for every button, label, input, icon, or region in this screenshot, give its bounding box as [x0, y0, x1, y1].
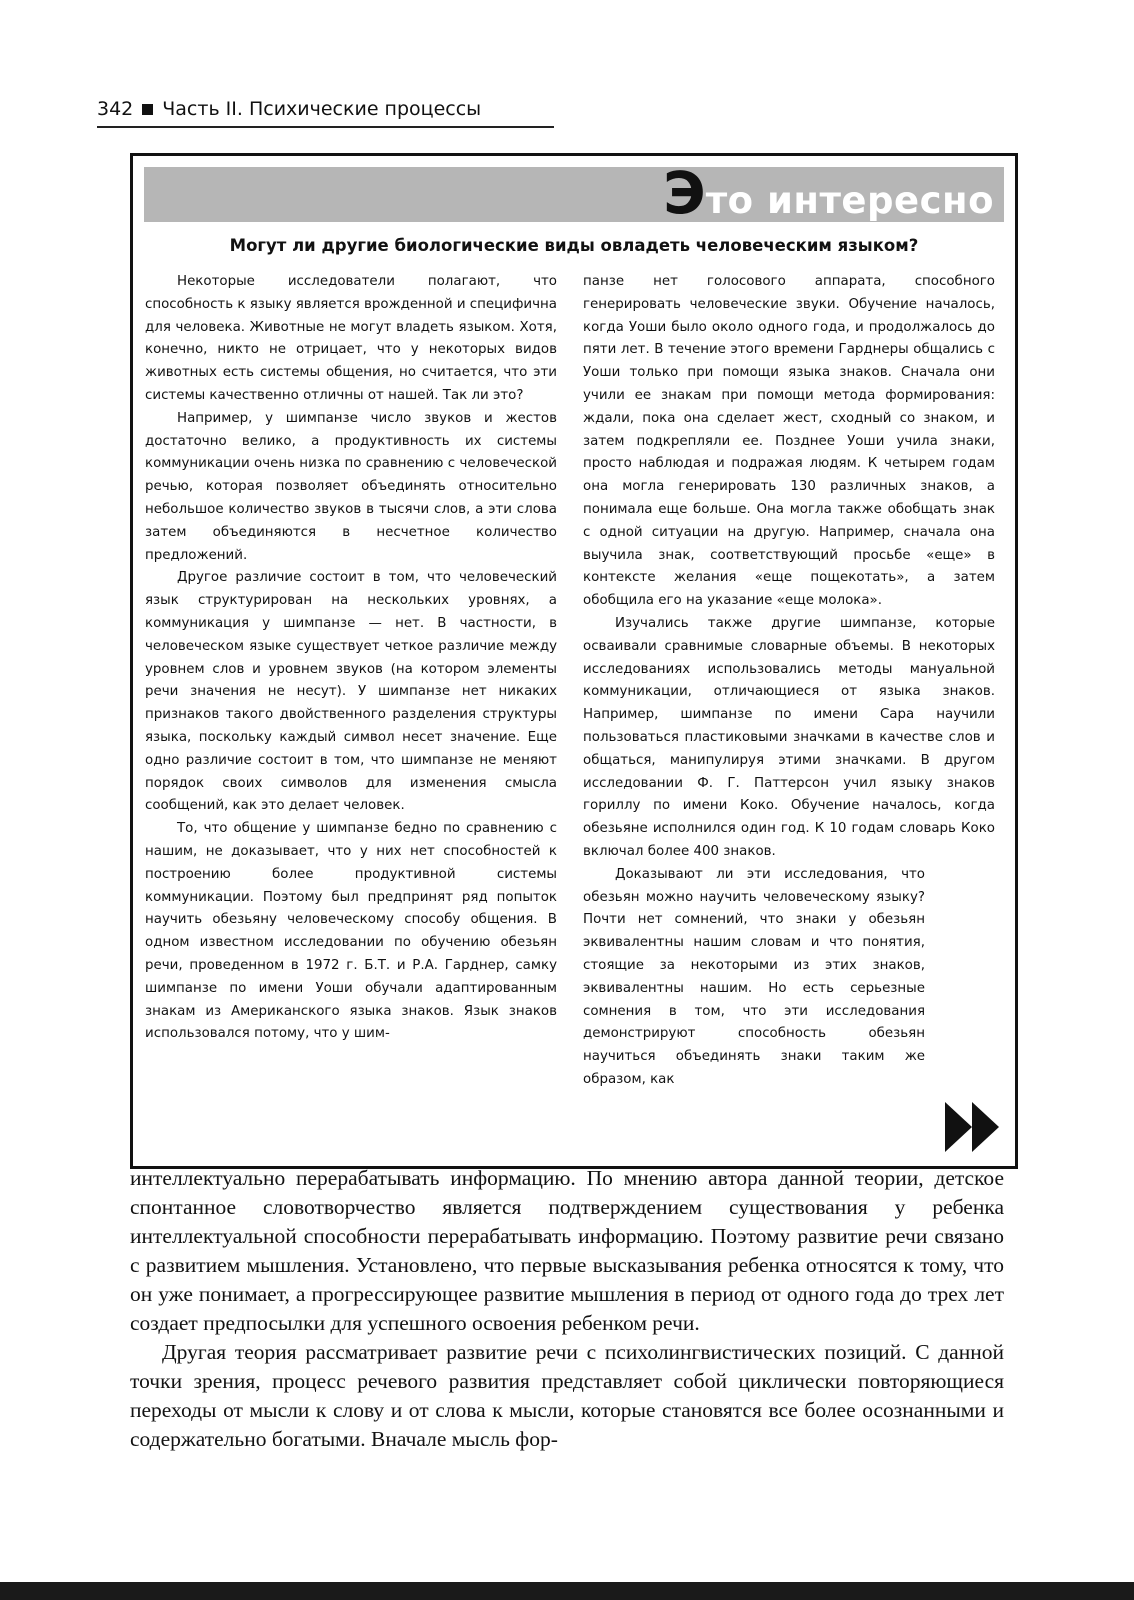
sidebar-box: [130, 153, 1018, 1169]
continue-arrow-icon: [943, 1102, 1001, 1152]
body-paragraph: Другая теория рассматривает развитие речи с психолингвистических позиций. С данной точки зрения, процесс речевого развития представляет собой циклически повторяющиеся переходы от мысли к слову и от слова к мысли, которые становятся все более осознанными и содержательно богатыми. Вначале мысль фор-: [130, 1340, 1004, 1451]
sidebar-left-column: [145, 271, 557, 1046]
banner-title-rest: то интересно: [705, 179, 994, 222]
sidebar-heading: Могут ли другие биологические виды овладеть человеческим языком?: [229, 236, 919, 255]
sidebar-banner: [144, 167, 1004, 222]
sidebar-paragraph: Доказывают ли эти исследования, что обезьян можно научить человеческому языку? Почти нет сомнений, что знаки у обезьян эквивалентны нашим словам и что понятия, стоящие за некоторыми из этих знаков, эквивалентны нашим. Но есть серьезные сомнения в том, что эти исследования демонстрируют способность обезьян научиться объединять знаки таким же образом, как: [583, 866, 925, 1087]
sidebar-paragraph: Например, у шимпанзе число звуков и жестов достаточно велико, а продуктивность их системы коммуникации очень низка по сравнению с человеческой речью, которая позволяет объединять относительно небольшое количество звуков в тысячи слов, а эти слова затем объединяются в несчетное количество предложений.: [145, 410, 557, 563]
sidebar-paragraph: Другое различие состоит в том, что человеческий язык структурирован на нескольких уровнях, а коммуникация у шимпанзе — нет. В частности, в человеческом языке существует четкое различие между уровнем слов и уровнем звуков (на котором элементы речи значения не несут). У шимпанзе нет никаких признаков такого двойственного разделения структуры языка, поскольку каждый символ несет значение. Еще одно различие состоит в том, что шимпанзе не меняют порядок своих символов для изменения смысла сообщений, как это делает человек.: [145, 570, 557, 814]
square-bullet-icon: [142, 104, 153, 115]
sidebar-paragraph: Изучались также другие шимпанзе, которые осваивали сравнимые словарные объемы. В некоторых исследованиях использовались методы мануальной коммуникации, отличающиеся от языка знаков. Например, шимпанзе по имени Сара научили пользоваться пластиковыми значками в качестве слов и общаться, манипулируя этими значками. В другом исследовании Ф. Г. Паттерсон учил языку знаков гориллу по имени Коко. Обучение началось, когда обезьяне исполнился один год. К 10 годам словарь Коко включал более 400 знаков.: [583, 615, 995, 859]
sidebar-paragraph: То, что общение у шимпанзе бедно по сравнению с нашим, не доказывает, что у них нет способностей к построению более продуктивной системы коммуникации. Поэтому был предпринят ряд попыток научить обезьяну человеческому способу общения. В одном известном исследовании по обучению обезьян речи, проведенном в 1972 г. Б.Т. и Р.А. Гарднер, самку шимпанзе по имени Уоши обучали адаптированным знакам из Американского языка знаков. Язык знаков использовался потому, что у шим-: [145, 821, 557, 1042]
main-text: [130, 1164, 1004, 1454]
section-title: Часть II. Психические процессы: [162, 98, 482, 120]
banner-title: [663, 167, 994, 222]
page-number: 342: [97, 98, 134, 120]
sidebar-paragraph: панзе нет голосового аппарата, способного генерировать человеческие звуки. Обучение началось, когда Уоши было около одного года, и продолжалось до пяти лет. В течение этого времени Гарднеры общались с Уоши только при помощи языка знаков. Сначала они учили ее знакам при помощи метода формирования: ждали, пока она сделает жест, сходный со знаком, и затем подкрепляли ее. Позднее Уоши учила знаки, просто наблюдая и подражая людям. К четырем годам она могла генерировать 130 различных знаков, а понимала еще больше. Она могла также обобщать знак с одной ситуации на другую. Например, сначала она выучила знак, соответствующий просьбе «еще» в контексте желания «еще пощекотать», а затем обобщила его на указание «еще молока».: [583, 274, 995, 609]
sidebar-paragraph: Некоторые исследователи полагают, что способность к языку является врожденной и специфична для человека. Животные не могут владеть языком. Хотя, конечно, никто не отрицает, что у некоторых видов животных есть системы общения, но считается, что эти системы качественно отличны от нашей. Так ли это?: [145, 274, 557, 403]
scan-edge-strip: [0, 1582, 1134, 1600]
body-paragraph: интеллектуально перерабатывать информацию. По мнению автора данной теории, детское спонтанное словотворчество является подтверждением существования у ребенка интеллектуальной способности перерабатывать информацию. Поэтому развитие речи связано с развитием мышления. Установлено, что первые высказывания ребенка относятся к тому, что он уже понимает, а прогрессирующее развитие мышления в период от одного года до трех лет создает предпосылки для успешного освоения ребенком речи.: [130, 1166, 1004, 1335]
running-head: [97, 96, 554, 128]
banner-initial-letter: Э: [663, 167, 706, 222]
sidebar-right-column: [583, 271, 995, 1092]
